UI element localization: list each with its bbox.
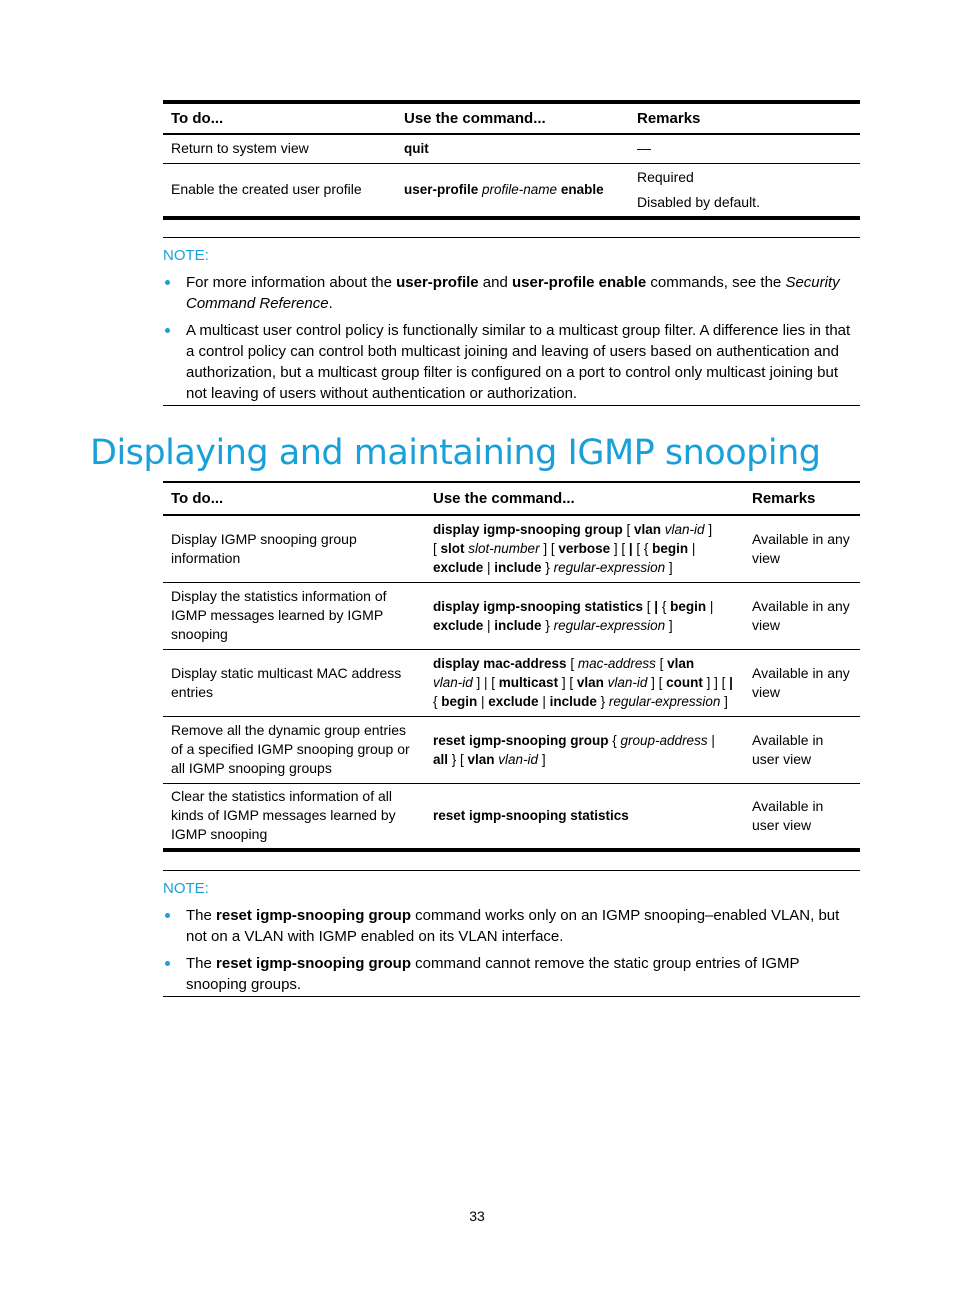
- table-header-row: [163, 482, 860, 515]
- todo-cell: Clear the statistics information of all kinds of IGMP messages learned by IGMP snooping: [163, 783, 425, 850]
- remarks-cell: Required Disabled by default.: [629, 163, 860, 218]
- column-header-todo: To do...: [163, 482, 425, 515]
- column-header-command: Use the command...: [425, 482, 744, 515]
- note-bullet: For more information about the user-profile and user-profile enable commands, see the Security Command Reference.: [163, 272, 860, 314]
- reference-link: Security Command Reference: [186, 274, 840, 312]
- table-row: [163, 649, 860, 716]
- remarks-cell: Available in any view: [744, 582, 860, 649]
- command-cell: user-profile profile-name enable: [396, 163, 629, 218]
- user-profile-command-table: [163, 100, 860, 220]
- todo-cell: Display the statistics information of IGMP messages learned by IGMP snooping: [163, 582, 425, 649]
- bullet-icon: [165, 280, 170, 285]
- table-header-row: [163, 102, 860, 134]
- note-box: [163, 237, 860, 406]
- command-keyword: quit: [404, 141, 429, 157]
- note-bullet: A multicast user control policy is functionally similar to a multicast group filter. A difference lies in that a control policy can control both multicast joining and leaving of users based on authentication and authorization, but a multicast group filter is configured on a port to control only multicast joining but not leaving of users without authentication or authorization.: [163, 320, 860, 404]
- bullet-icon: [165, 961, 170, 966]
- todo-cell: Display IGMP snooping group information: [163, 515, 425, 582]
- remarks-cell: Available in user view: [744, 716, 860, 783]
- section-title: Displaying and maintaining IGMP snooping: [90, 433, 821, 473]
- todo-cell: Display static multicast MAC address entries: [163, 649, 425, 716]
- table-row: [163, 515, 860, 582]
- remarks-cell: —: [629, 134, 860, 163]
- table-row: [163, 783, 860, 850]
- column-header-remarks: Remarks: [629, 102, 860, 134]
- note-bullet: The reset igmp-snooping group command works only on an IGMP snooping–enabled VLAN, but not on a VLAN with IGMP enabled on its VLAN interface.: [163, 905, 860, 947]
- column-header-remarks: Remarks: [744, 482, 860, 515]
- column-header-command: Use the command...: [396, 102, 629, 134]
- note-label: NOTE:: [163, 880, 209, 897]
- note-label: NOTE:: [163, 247, 209, 264]
- command-cell: display igmp-snooping statistics [ | { begin | exclude | include } regular-expression ]: [425, 582, 744, 649]
- table-row: [163, 582, 860, 649]
- page-number: 33: [469, 1208, 485, 1224]
- todo-cell: Return to system view: [163, 134, 396, 163]
- todo-cell: Enable the created user profile: [163, 163, 396, 218]
- remarks-cell: Available in any view: [744, 649, 860, 716]
- table-row: [163, 716, 860, 783]
- bullet-icon: [165, 913, 170, 918]
- remarks-cell: Available in any view: [744, 515, 860, 582]
- bullet-icon: [165, 328, 170, 333]
- column-header-todo: To do...: [163, 102, 396, 134]
- command-cell: reset igmp-snooping statistics: [425, 783, 744, 850]
- todo-cell: Remove all the dynamic group entries of a specified IGMP snooping group or all IGMP snooping groups: [163, 716, 425, 783]
- note-box: [163, 870, 860, 997]
- command-cell: display igmp-snooping group [ vlan vlan-id ] [ slot slot-number ] [ verbose ] [ | [ { begin | exclude | include } regular-expression ]: [425, 515, 744, 582]
- command-cell: display mac-address [ mac-address [ vlan vlan-id ] | [ multicast ] [ vlan vlan-id ] [ count ] ] [ | { begin | exclude | include } regular-expression ]: [425, 649, 744, 716]
- command-cell: reset igmp-snooping group { group-address | all } [ vlan vlan-id ]: [425, 716, 744, 783]
- remarks-cell: Available in user view: [744, 783, 860, 850]
- command-cell: [396, 134, 629, 163]
- igmp-snooping-command-table: [163, 481, 860, 852]
- table-row: [163, 134, 860, 163]
- note-bullet: The reset igmp-snooping group command cannot remove the static group entries of IGMP snooping groups.: [163, 953, 860, 995]
- table-row: [163, 163, 860, 218]
